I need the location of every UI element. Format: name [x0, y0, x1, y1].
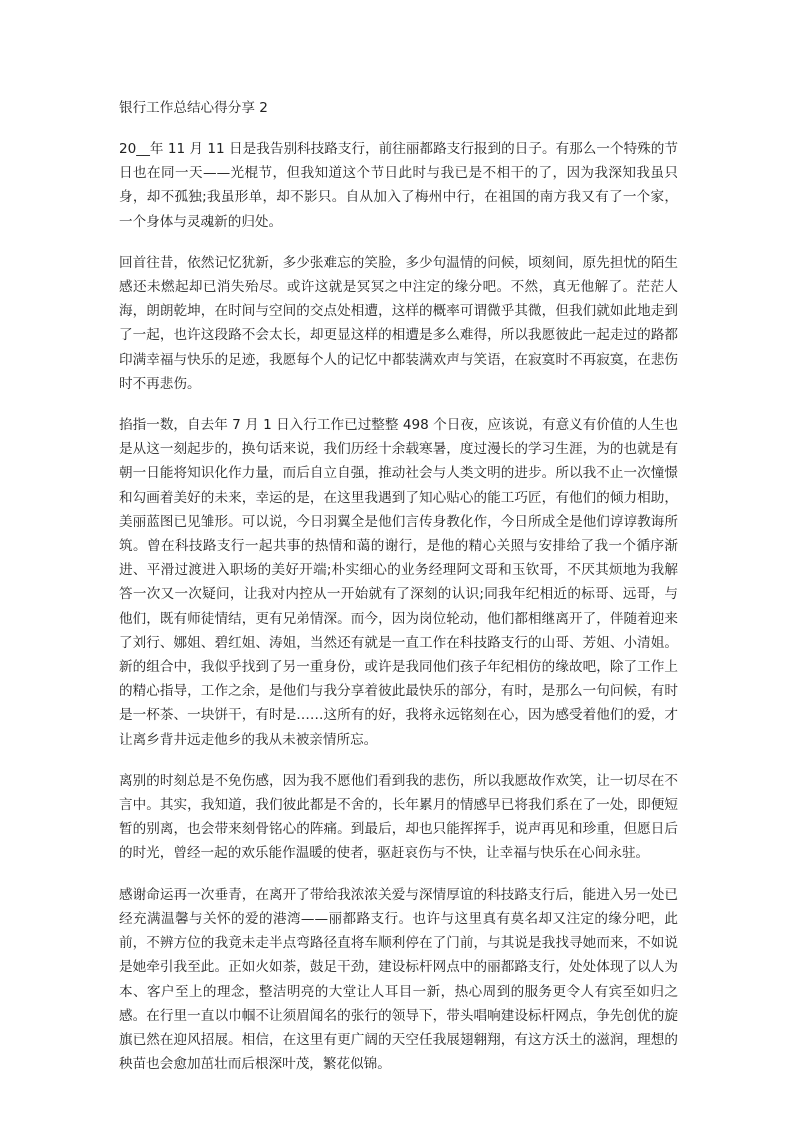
paragraph-5: 感谢命运再一次垂青，在离开了带给我浓浓关爱与深情厚谊的科技路支行后，能进入另一处已经充满温馨与关怀的爱的港湾——丽都路支行。也许与这里真有莫名却又注定的缘分吧，此前，不辨方位的我竟未走半点弯路径直将车顺利停在了门前，与其说是我找寻她而来，不如说是她牵引我至此。正如火如荼，鼓足干劲，建设标杆网点中的丽都路支行，处处体现了以人为本、客户至上的理念，整洁明亮的大堂让人耳目一新，热心周到的服务更令人有宾至如归之感。在行里一直以巾帼不让须眉闻名的张行的领导下，带头唱响建设标杆网点，争先创优的旋旗已然在迎风招展。相信，在这里有更广阔的天空任我展翅翱翔，有这方沃土的滋润，理想的秧苗也会愈加茁壮而后根深叶茂，繁花似锦。	[119, 886, 678, 1073]
paragraph-1: 20__年 11 月 11 日是我告别科技路支行，前往丽都路支行报到的日子。有那么一个特殊的节日也在同一天——光棍节，但我知道这个节日此时与我已是不相干的了，因为我深知我虽只身，却不孤独;我虽形单，却不影只。自从加入了梅州中行，在祖国的南方我又有了一个家，一个身体与灵魂新的归处。	[119, 141, 678, 230]
paragraph-4: 离别的时刻总是不免伤感，因为我不愿他们看到我的悲伤，所以我愿故作欢笑，让一切尽在不言中。其实，我知道，我们彼此都是不舍的，长年累月的情感早已将我们系在了一处，即便短暂的别离，也会带来刻骨铭心的阵痛。到最后，却也只能挥挥手，说声再见和珍重，但愿日后的时光，曾经一起的欢乐能作温暖的使者，驱赶哀伤与不快，让幸福与快乐在心间永驻。	[119, 772, 678, 862]
document-title: 银行工作总结心得分享 2	[119, 100, 268, 116]
paragraph-3: 掐指一数，自去年 7 月 1 日入行工作已过整整 498 个日夜，应该说，有意义有价值的人生也是从这一刻起步的，换句话来说，我们历经十余载寒暑，度过漫长的学习生涯，为的也就是有朝一日能将知识化作力量，而后自立自强，推动社会与人类文明的进步。所以我不止一次憧憬和勾画着美好的未来，幸运的是，在这里我遇到了知心贴心的能工巧匠，有他们的倾力相助，美丽蓝图已见雏形。可以说，今日羽翼全是他们言传身教化作，今日所成全是他们谆谆教诲所筑。曾在科技路支行一起共事的热情和蔼的谢行，是他的精心关照与安排给了我一个循序渐进、平滑过渡进入职场的美好开端;朴实细心的业务经理阿文哥和玉钦哥，不厌其烦地为我解答一次又一次疑问，让我对内控从一开始就有了深刻的认识;同我年纪相近的标哥、远哥，与他们，既有师徒情结，更有兄弟情深。而今，因为岗位轮动，他们都相继离开了，伴随着迎来了刘行、娜姐、碧红姐、涛姐，当然还有就是一直工作在科技路支行的山哥、芳姐、小清姐。新的组合中，我似乎找到了另一重身份，或许是我同他们孩子年纪相仿的缘故吧，除了工作上的精心指导，工作之余，是他们与我分享着彼此最快乐的部分，有时，是那么一句问候，有时是一杯茶、一块饼干，有时是……这所有的好，我将永远铭刻在心，因为感受着他们的爱，才让离乡背井远走他乡的我从未被亲情所忘。	[119, 417, 678, 748]
document-page	[119, 96, 678, 1093]
paragraph-2: 回首往昔，依然记忆犹新，多少张难忘的笑脸，多少句温情的问候，顷刻间，原先担忧的陌生感还未燃起却已消失殆尽。或许这就是冥冥之中注定的缘分吧。不然，真无他解了。茫茫人海，朗朗乾坤，在时间与空间的交点处相遭，这样的概率可谓微乎其微，但我们就如此地走到了一起，也许这段路不会太长，却更显这样的相遭是多么难得，所以我愿彼此一起走过的路都印满幸福与快乐的足迹，我愿每个人的记忆中都装满欢声与笑语，在寂寞时不再寂寞，在悲伤时不再悲伤。	[119, 254, 678, 392]
